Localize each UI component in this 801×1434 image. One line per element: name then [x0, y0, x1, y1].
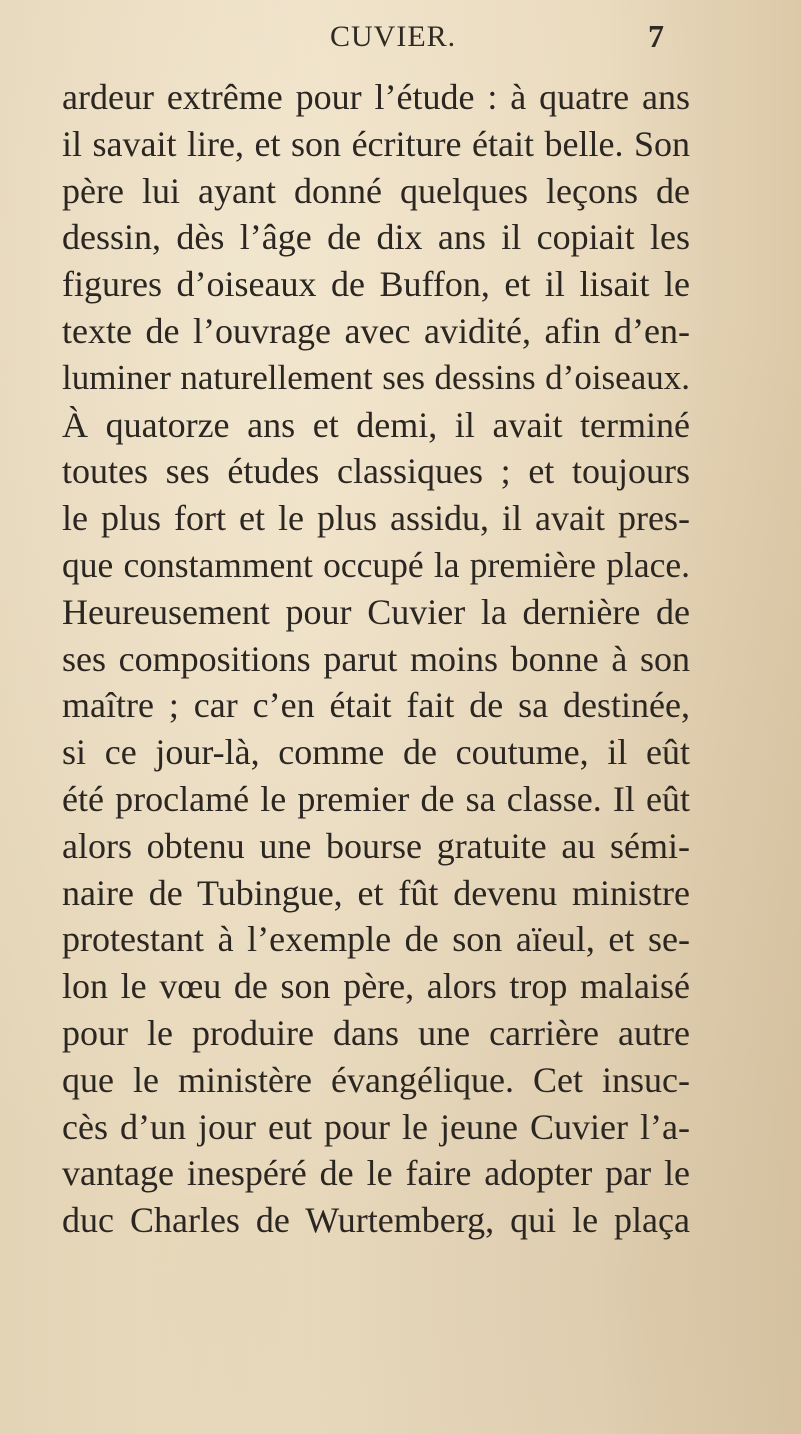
- text-line: alors obtenu une bourse gratuite au sémi-: [62, 825, 690, 866]
- text-line: toutes ses études classiques ; et toujours: [62, 451, 690, 492]
- page-number: 7: [648, 18, 664, 54]
- text-line: protestant à l’exemple de son aïeul, et se-: [62, 919, 690, 960]
- text-line: luminer naturellement ses dessins d’oiseaux.: [62, 357, 690, 397]
- text-line: maître ; car c’en était fait de sa destinée,: [62, 685, 690, 726]
- text-line: À quatorze ans et demi, il avait terminé: [62, 404, 690, 445]
- text-line: père lui ayant donné quelques leçons de: [62, 170, 690, 211]
- text-line: ardeur extrême pour l’étude : à quatre ans: [62, 77, 690, 117]
- text-line: vantage inespéré de le faire adopter par le: [62, 1153, 690, 1194]
- text-line: si ce jour-là, comme de coutume, il eût: [62, 732, 690, 773]
- text-line: duc Charles de Wurtemberg, qui le plaça: [62, 1200, 690, 1241]
- text-line: que le ministère évangélique. Cet insuc-: [62, 1059, 690, 1100]
- text-line: texte de l’ouvrage avec avidité, afin d’en-: [62, 310, 690, 351]
- text-line: lon le vœu de son père, alors trop malaisé: [62, 966, 690, 1007]
- body-text: [62, 74, 690, 1244]
- text-line: ses compositions parut moins bonne à son: [62, 638, 690, 679]
- text-line: figures d’oiseaux de Buffon, et il lisait le: [62, 264, 690, 305]
- text-line: le plus fort et le plus assidu, il avait pres-: [62, 498, 690, 539]
- text-line: naire de Tubingue, et fût devenu ministre: [62, 872, 690, 913]
- text-line: été proclamé le premier de sa classe. Il eût: [62, 778, 690, 819]
- text-line: dessin, dès l’âge de dix ans il copiait les: [62, 217, 690, 258]
- text-line: Heureusement pour Cuvier la dernière de: [62, 591, 690, 632]
- text-line: cès d’un jour eut pour le jeune Cuvier l’a-: [62, 1106, 690, 1147]
- text-line: pour le produire dans une carrière autre: [62, 1012, 690, 1053]
- text-line: il savait lire, et son écriture était belle. Son: [62, 123, 690, 164]
- text-line: que constamment occupé la première place.: [62, 544, 690, 585]
- running-head: CUVIER.: [330, 20, 457, 53]
